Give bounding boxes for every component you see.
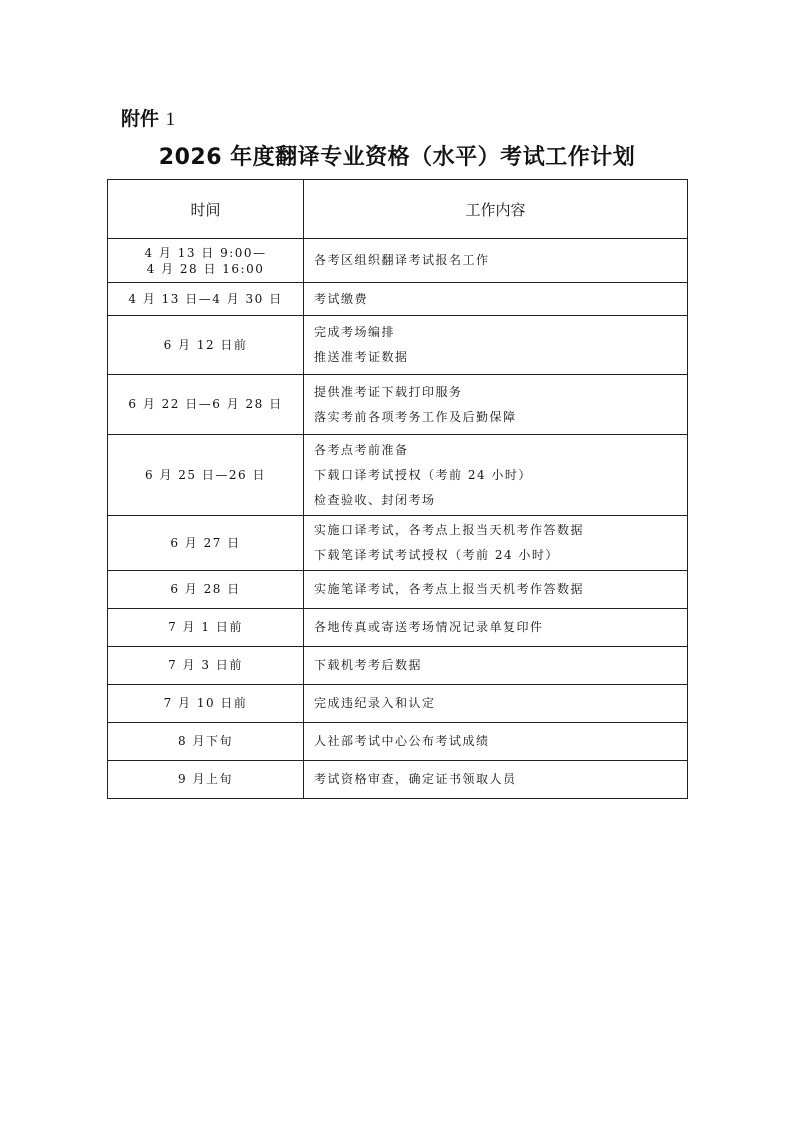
time-cell: [108, 761, 304, 799]
time-text: 6 月 25 日—26 日: [145, 467, 266, 482]
work-item-text: 落实考前各项考务工作及后勤保障: [314, 409, 517, 424]
work-content-cell: [304, 316, 688, 375]
work-item-text: 考试缴费: [314, 291, 369, 306]
work-content-cell: [304, 609, 688, 647]
time-text: 6 月 27 日: [170, 535, 241, 550]
table-row: [108, 375, 688, 435]
work-item-text: 人社部考试中心公布考试成绩: [314, 734, 490, 748]
header-time: 时间: [108, 180, 304, 239]
time-text: 9 月上旬: [178, 772, 233, 786]
time-text: 7 月 1 日前: [168, 620, 243, 634]
work-content-cell: [304, 516, 688, 571]
table-body: [108, 239, 688, 799]
time-text: 6 月 22 日—6 月 28 日: [128, 397, 283, 411]
table-row: [108, 723, 688, 761]
time-text: 4 月 13 日 9:00—: [144, 245, 267, 260]
time-text: 6 月 28 日: [170, 582, 241, 596]
attachment-number: 1: [165, 109, 176, 130]
table-row: [108, 239, 688, 283]
table-row: [108, 685, 688, 723]
attachment-label: [121, 104, 175, 131]
work-content-cell: [304, 685, 688, 723]
header-work-content: 工作内容: [304, 180, 688, 239]
work-item-text: 考试资格审查，确定证书领取人员: [314, 772, 517, 786]
work-content-cell: [304, 239, 688, 283]
table-row: [108, 435, 688, 516]
work-item-text: 实施口译考试，各考点上报当天机考作答数据: [314, 523, 585, 537]
work-plan-table: [107, 179, 688, 799]
work-item-text: 下载机考考后数据: [314, 658, 423, 672]
time-cell: [108, 435, 304, 516]
table-row: [108, 283, 688, 316]
time-cell: [108, 609, 304, 647]
work-item-text: 完成考场编排: [314, 325, 396, 339]
table-row: [108, 647, 688, 685]
work-content-cell: [304, 761, 688, 799]
time-cell: [108, 723, 304, 761]
work-content-cell: [304, 723, 688, 761]
work-content-cell: [304, 375, 688, 435]
time-cell: [108, 283, 304, 316]
work-item-text: 下载笔译考试考试授权（考前 24 小时）: [314, 548, 559, 562]
work-content-cell: [304, 571, 688, 609]
work-content-cell: [304, 435, 688, 516]
time-text: 6 月 12 日前: [163, 337, 248, 352]
time-cell: [108, 685, 304, 723]
time-text: 4 月 13 日—4 月 30 日: [128, 291, 283, 306]
table-row: [108, 571, 688, 609]
work-item-text: 各考区组织翻译考试报名工作: [314, 253, 490, 267]
table-header-row: [108, 180, 688, 239]
time-cell: [108, 239, 304, 283]
work-item-text: 完成违纪录入和认定: [314, 696, 436, 710]
time-cell: [108, 647, 304, 685]
table-row: [108, 516, 688, 571]
work-item-text: 实施笔译考试，各考点上报当天机考作答数据: [314, 582, 585, 596]
time-text: 4 月 28 日 16:00: [146, 261, 265, 276]
time-text: 7 月 3 日前: [168, 658, 243, 672]
table-row: [108, 316, 688, 375]
time-cell: [108, 516, 304, 571]
table-row: [108, 609, 688, 647]
page-title: 2026 年度翻译专业资格（水平）考试工作计划: [158, 145, 636, 170]
work-content-cell: [304, 283, 688, 316]
attachment-text: 附件: [121, 108, 160, 130]
table-row: [108, 761, 688, 799]
time-cell: [108, 375, 304, 435]
time-cell: [108, 316, 304, 375]
work-item-text: 检查验收、封闭考场: [314, 492, 436, 507]
work-content-cell: [304, 647, 688, 685]
time-text: 7 月 10 日前: [163, 696, 248, 710]
work-item-text: 推送准考证数据: [314, 350, 409, 364]
work-item-text: 下载口译考试授权（考前 24 小时）: [314, 467, 532, 482]
work-item-text: 各考点考前准备: [314, 442, 409, 457]
work-item-text: 提供准考证下载打印服务: [314, 384, 463, 399]
time-text: 8 月下旬: [178, 734, 233, 748]
time-cell: [108, 571, 304, 609]
work-item-text: 各地传真或寄送考场情况记录单复印件: [314, 620, 544, 634]
